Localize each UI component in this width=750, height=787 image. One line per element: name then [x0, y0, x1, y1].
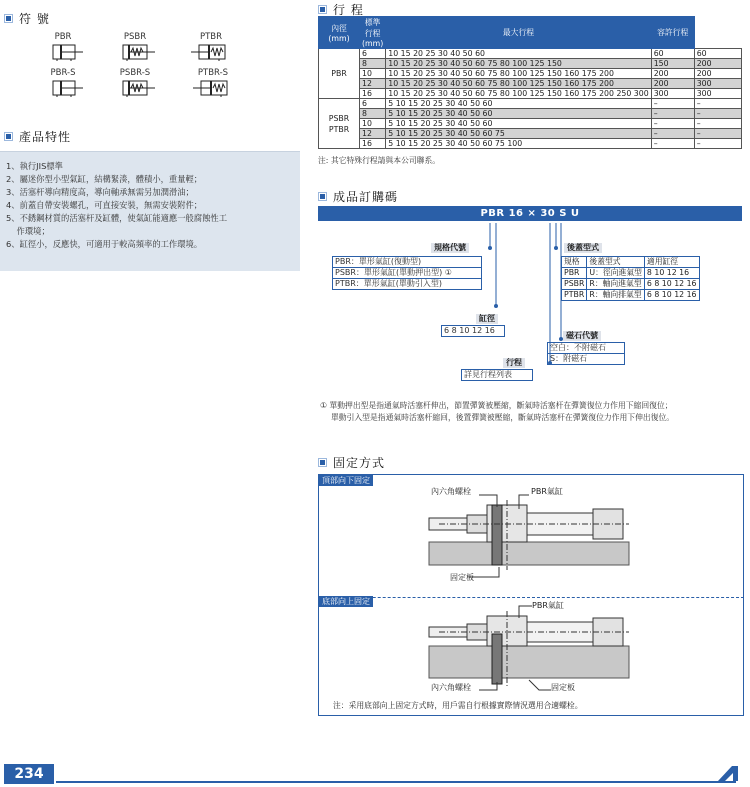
- bottom-bolt-label: 內六角螺栓: [431, 683, 471, 692]
- top-bolt-label: 內六角螺栓: [431, 487, 471, 496]
- bore-label: 缸徑: [476, 314, 498, 324]
- section-bullet-icon: [318, 5, 327, 14]
- magnet-item: 空白：不附磁石: [548, 343, 624, 354]
- top-plate-label: 固定板: [450, 573, 474, 582]
- model-code-item: PBR：單形氣缸(復動型): [333, 257, 481, 268]
- bore-cell: 10: [360, 119, 386, 129]
- model-code-item: PSBR：單形氣缸(單動押出型) ①: [333, 268, 481, 279]
- mounting-heading: [318, 454, 385, 471]
- symbol-ptbr: [186, 32, 236, 61]
- std-cell: 5 10 15 20 25 30 40 50 60: [386, 119, 651, 129]
- mount-top-panel: [318, 474, 744, 598]
- table-row: [319, 99, 742, 109]
- std-cell: 10 15 20 25 30 40 50 60 75 80 100 125 150 160 175 200: [386, 69, 651, 79]
- cap-label: 後蓋型式: [564, 243, 602, 253]
- table-cell: 6 8 10 12 16: [644, 279, 699, 290]
- model-cell: PBR: [319, 49, 360, 99]
- cylinder-symbol-icon: [41, 43, 85, 61]
- column-header: 規格: [562, 257, 587, 268]
- symbol-psbr-s: [110, 68, 160, 97]
- symbol-pbr-s: [38, 68, 88, 97]
- max-cell: 200: [651, 69, 694, 79]
- table-cell: PSBR: [562, 279, 587, 290]
- table-row: [562, 268, 700, 279]
- order-footnote-1: ① 單動押出型是指通氣時活塞杆伸出，節置彈簧被壓縮，斷氣時活塞杆在彈簧復位力作用下縮回復位；: [320, 401, 673, 410]
- stroke-table: [318, 16, 742, 149]
- table-row: [562, 279, 700, 290]
- max-cell: –: [651, 129, 694, 139]
- std-cell: 5 10 15 20 25 30 40 50 60 75: [386, 129, 651, 139]
- feature-item: 作環境；: [6, 226, 50, 236]
- bore-cell: 16: [360, 89, 386, 99]
- bore-cell: 6: [360, 49, 386, 59]
- model-cell: PSBR PTBR: [319, 99, 360, 149]
- table-row: [319, 79, 742, 89]
- symbol-pbr: [38, 32, 88, 61]
- table-header-row: [562, 257, 700, 268]
- features-panel: [0, 151, 300, 271]
- stroke-title: 行 程: [333, 3, 364, 17]
- features-title: 產品特性: [19, 130, 72, 144]
- column-header: 容許行程: [651, 17, 694, 49]
- table-row: [319, 129, 742, 139]
- table-cell: PTBR: [562, 290, 587, 301]
- order-title: 成品訂購碼: [333, 190, 399, 204]
- feature-item: 6、缸徑小，反應快，可適用于較高頻率的工作環境。: [6, 239, 203, 249]
- magnet-label: 磁石代號: [563, 331, 601, 341]
- section-bullet-icon: [4, 14, 13, 23]
- section-bullet-icon: [318, 192, 327, 201]
- mount-bottom-panel: [318, 596, 744, 716]
- bore-cell: 6: [360, 99, 386, 109]
- bore-cell: 10: [360, 69, 386, 79]
- cylinder-spring-symbol-icon: [113, 79, 157, 97]
- mount-top-label: 頂部向下固定: [319, 475, 373, 486]
- table-row: [319, 119, 742, 129]
- symbol-label: PBR-S: [50, 68, 76, 78]
- allow-cell: –: [694, 139, 741, 149]
- table-row: [562, 290, 700, 301]
- table-cell: 8 10 12 16: [644, 268, 699, 279]
- order-code-bar: PBR 16 × 30 S U: [318, 206, 742, 221]
- page-number: 234: [4, 764, 54, 784]
- table-cell: U：徑向進氣型: [587, 268, 645, 279]
- mount-bottom-label: 底部向上固定: [319, 596, 373, 607]
- table-row: [319, 139, 742, 149]
- model-code-item: PTBR：單形氣缸(單動引入型): [335, 279, 442, 288]
- symbol-label: PBR: [54, 32, 72, 42]
- allow-cell: 300: [694, 89, 741, 99]
- bottom-note: 注：采用底部向上固定方式時，用戶需自行根據實際情況選用合適螺栓。: [333, 701, 583, 710]
- footer-rule: [56, 781, 736, 783]
- table-cell: R：軸向進氣型: [587, 279, 645, 290]
- symbol-label: PTBR: [199, 32, 223, 42]
- max-cell: –: [651, 119, 694, 129]
- allow-cell: 60: [694, 49, 741, 59]
- allow-cell: 200: [694, 59, 741, 69]
- cylinder-spring-symbol-icon: [189, 43, 233, 61]
- cylinder-spring-symbol-icon: [113, 43, 157, 61]
- feature-item: 5、不銹鋼材質的活塞杆及缸體，使氣缸能適應一般腐蝕性工: [6, 213, 227, 223]
- max-cell: 200: [651, 79, 694, 89]
- table-cell: PBR: [562, 268, 587, 279]
- std-cell: 5 10 15 20 25 30 40 50 60: [386, 109, 651, 119]
- std-cell: 10 15 20 25 30 40 50 60: [386, 49, 651, 59]
- symbols-heading: [4, 10, 50, 27]
- symbol-label: PTBR-S: [197, 68, 229, 78]
- table-header-row: [319, 17, 742, 49]
- allow-cell: 200: [694, 69, 741, 79]
- bore-cell: 8: [360, 59, 386, 69]
- allow-cell: –: [694, 129, 741, 139]
- table-row: [319, 69, 742, 79]
- bore-box: [441, 325, 505, 337]
- column-header: 標準行程(mm): [360, 17, 386, 49]
- model-code-label: 規格代號: [431, 243, 469, 253]
- bottom-mount-diagram: [319, 596, 743, 715]
- column-header: 最大行程: [386, 17, 651, 49]
- table-cell: 6 8 10 12 16: [644, 290, 699, 301]
- max-cell: 150: [651, 59, 694, 69]
- section-bullet-icon: [318, 458, 327, 467]
- bore-cell: 16: [360, 139, 386, 149]
- table-row: [319, 89, 742, 99]
- feature-item: 3、活塞杆導向精度高，導向軸承無需另加潤滑油；: [6, 187, 194, 197]
- table-row: [319, 109, 742, 119]
- bore-cell: 12: [360, 79, 386, 89]
- cylinder-symbol-icon: [41, 79, 85, 97]
- bore-cell: 8: [360, 109, 386, 119]
- max-cell: 60: [651, 49, 694, 59]
- column-header: 適用缸徑: [644, 257, 699, 268]
- top-cylinder-label: PBR氣缸: [531, 487, 563, 496]
- bottom-cylinder-label: PBR氣缸: [532, 601, 564, 610]
- bore-cell: 12: [360, 129, 386, 139]
- column-header: 後蓋型式: [587, 257, 645, 268]
- magnet-item: S：附磁石: [550, 354, 588, 363]
- model-code-box: [332, 256, 482, 290]
- allow-cell: –: [694, 99, 741, 109]
- max-cell: 300: [651, 89, 694, 99]
- cap-table: [561, 256, 700, 301]
- symbol-label: PSBR-S: [119, 68, 151, 78]
- symbols-title: 符 號: [19, 12, 50, 26]
- mounting-title: 固定方式: [333, 456, 386, 470]
- cylinder-spring-symbol-icon: [191, 79, 235, 97]
- bore-value: 6 8 10 12 16: [444, 326, 495, 335]
- std-cell: 10 15 20 25 30 40 50 60 75 80 100 125 150: [386, 59, 651, 69]
- table-cell: R：軸向排氣型: [587, 290, 645, 301]
- std-cell: 5 10 15 20 25 30 40 50 60 75 100: [386, 139, 651, 149]
- magnet-box: [547, 342, 625, 365]
- std-cell: 10 15 20 25 30 40 50 60 75 80 100 125 150 160 175 200: [386, 79, 651, 89]
- bottom-plate-label: 固定板: [551, 683, 575, 692]
- allow-cell: –: [694, 109, 741, 119]
- stroke-value: 詳見行程列表: [464, 370, 512, 379]
- order-heading: [318, 188, 398, 205]
- allow-cell: –: [694, 119, 741, 129]
- max-cell: –: [651, 139, 694, 149]
- stroke-note: 注: 其它特殊行程請與本公司聯系。: [318, 156, 441, 165]
- table-row: [319, 49, 742, 59]
- symbol-label: PSBR: [123, 32, 147, 42]
- feature-item: 1、執行JIS標準: [6, 161, 63, 171]
- std-cell: 5 10 15 20 25 30 40 50 60: [386, 99, 651, 109]
- order-leader-lines: [318, 221, 742, 391]
- std-cell: 10 15 20 25 30 40 50 60 75 80 100 125 150 160 175 200 250 300: [386, 89, 651, 99]
- features-heading: [4, 128, 71, 145]
- section-bullet-icon: [4, 132, 13, 141]
- allow-cell: 300: [694, 79, 741, 89]
- max-cell: –: [651, 109, 694, 119]
- feature-item: 4、前蓋自帶安裝螺孔，可直接安裝，無需安裝附件；: [6, 200, 203, 210]
- column-header: 內徑(mm): [319, 17, 360, 49]
- max-cell: –: [651, 99, 694, 109]
- feature-item: 2、屬迷你型小型氣缸，結構緊湊，體積小，重量輕；: [6, 174, 203, 184]
- brand-logo-icon: [716, 764, 744, 782]
- table-row: [319, 59, 742, 69]
- order-footnote-2: 單動引入型是指通氣時活塞杆縮回，後置彈簧被壓縮，斷氣時活塞杆在彈簧復位力作用下伸出復位。: [331, 413, 675, 422]
- symbol-ptbr-s: [186, 68, 240, 97]
- symbol-psbr: [110, 32, 160, 61]
- stroke-label: 行程: [503, 358, 525, 368]
- stroke-box: [461, 369, 533, 381]
